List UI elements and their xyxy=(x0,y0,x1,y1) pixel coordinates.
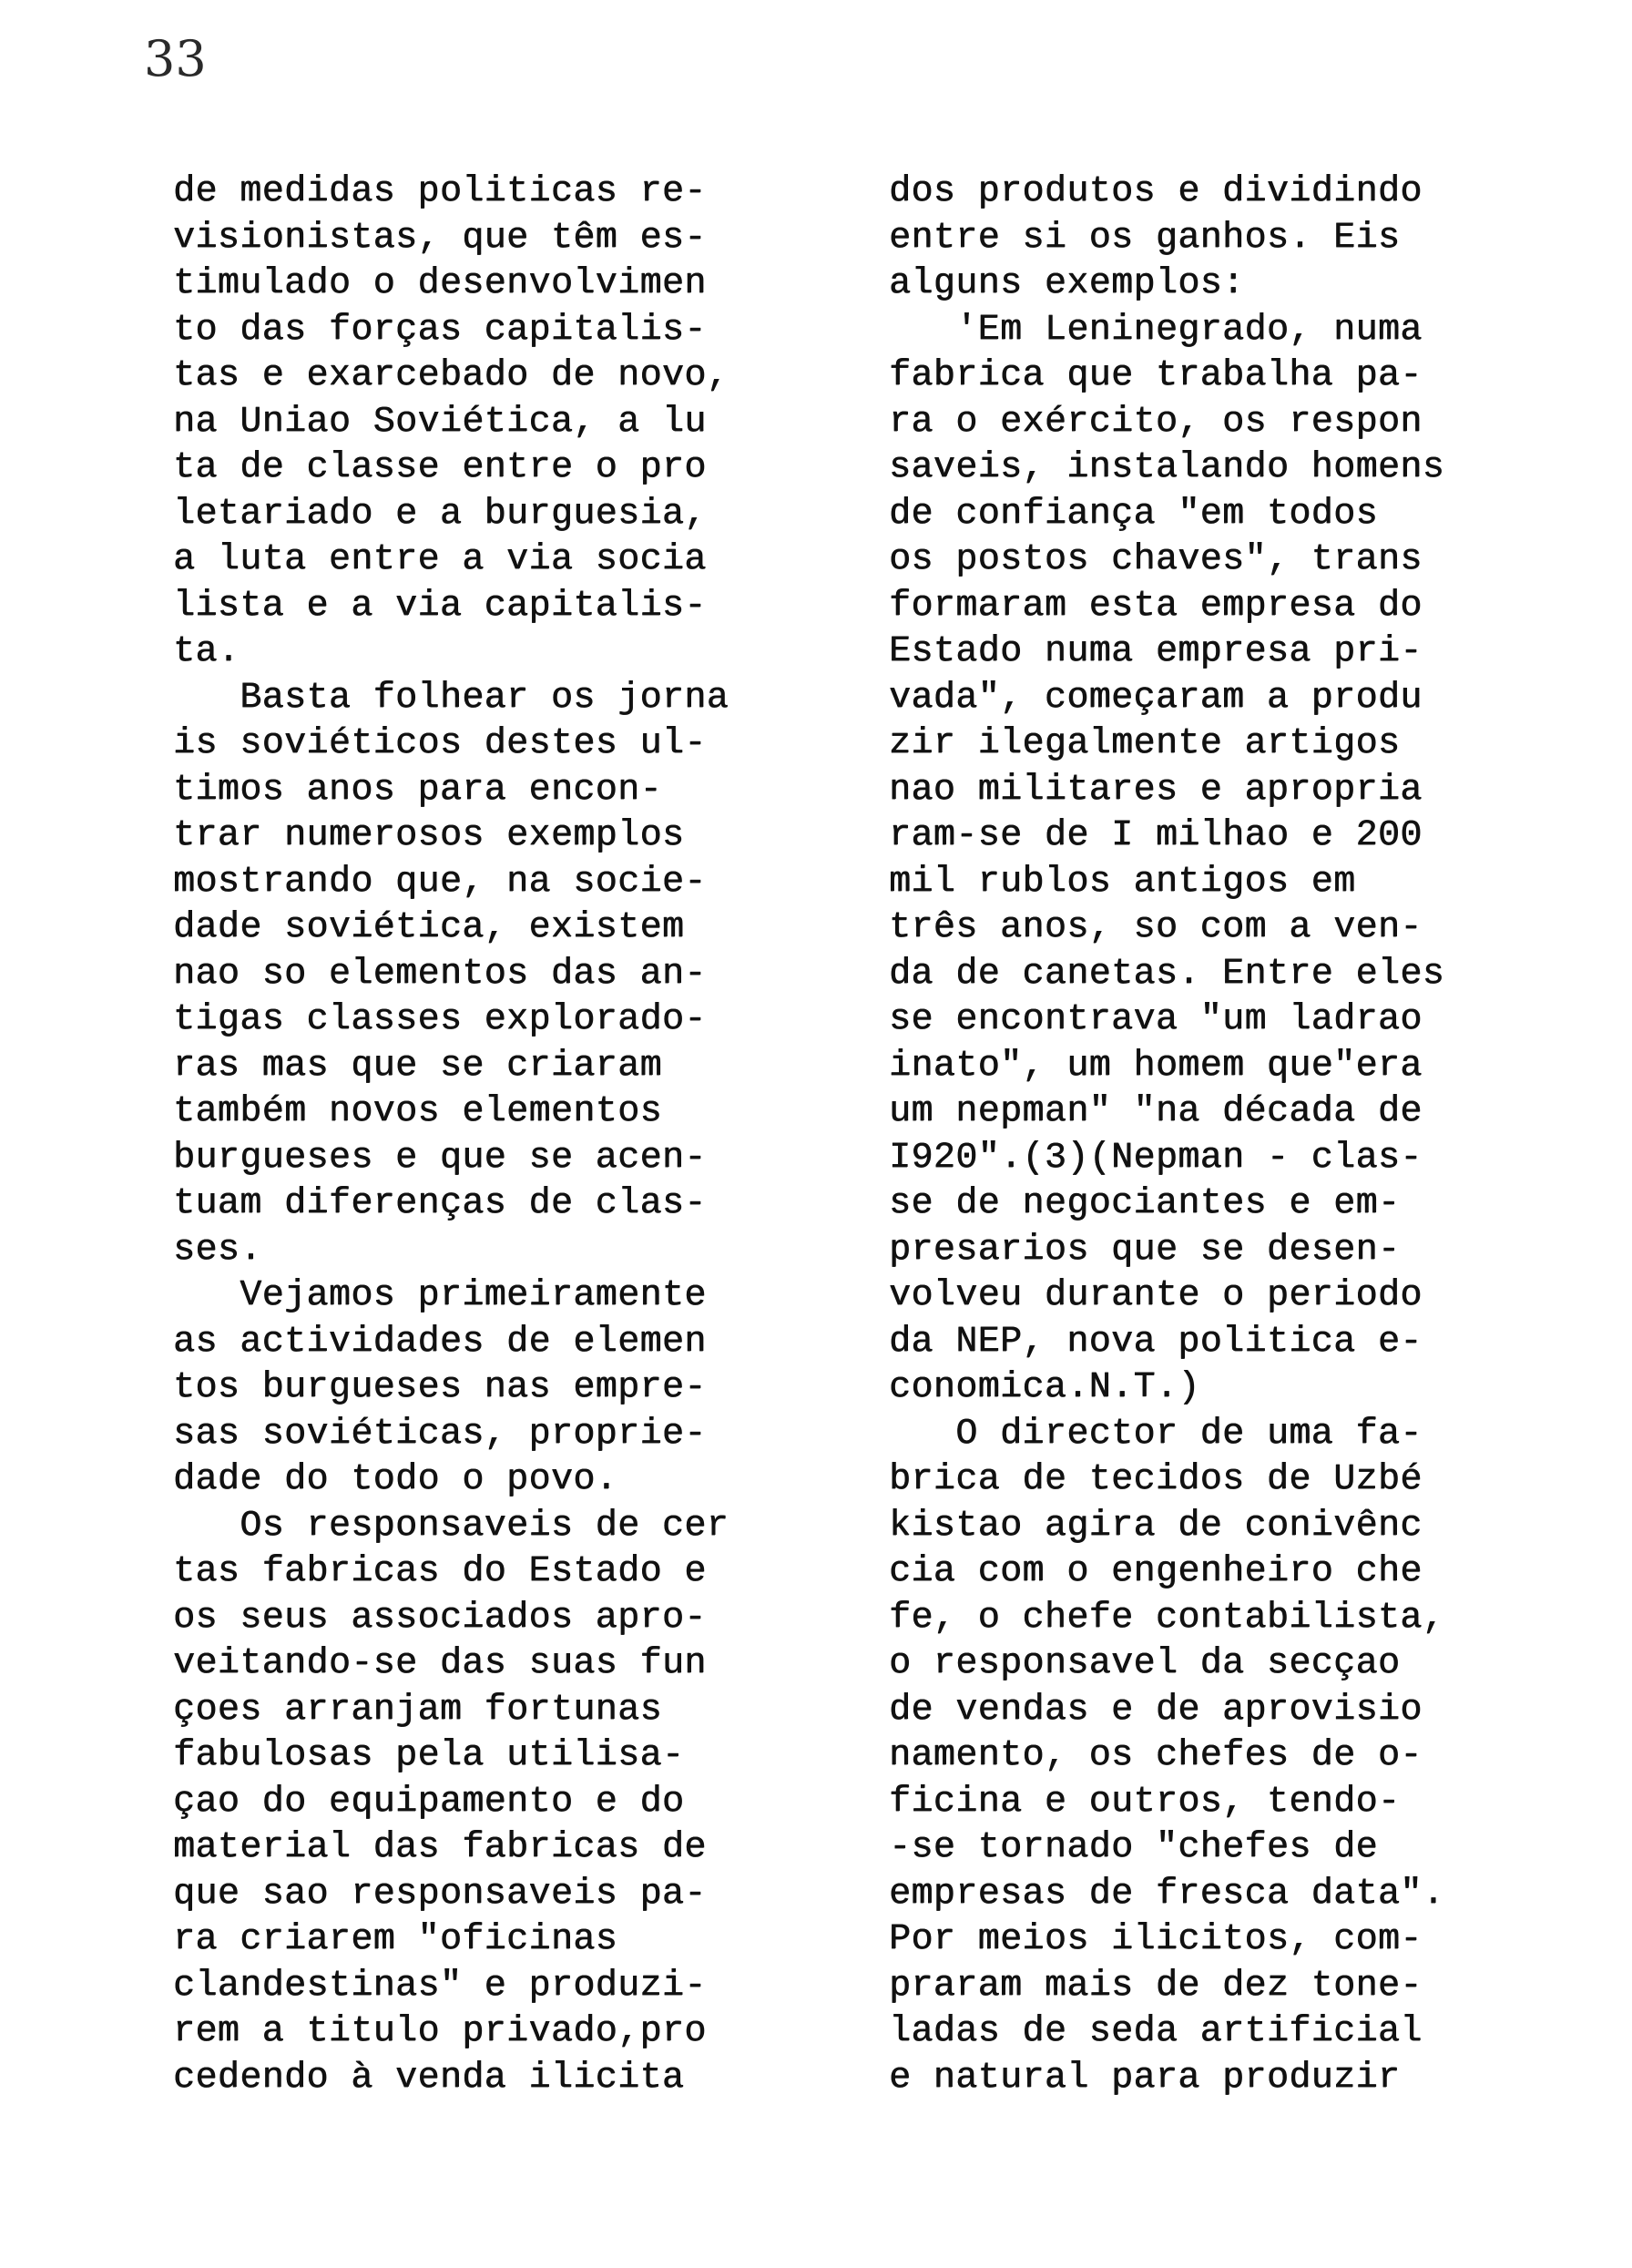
left-column-line-29: dade do todo o povo. xyxy=(173,1459,618,1500)
left-column-line-32: os seus associados apro- xyxy=(173,1597,707,1639)
left-column-line-22: burgueses e que se acen- xyxy=(173,1137,707,1179)
left-column-line-41: rem a titulo privado,pro xyxy=(173,2011,707,2052)
right-column-line-13: zir ilegalmente artigos xyxy=(889,723,1401,764)
right-column-line-38: empresas de fresca data". xyxy=(889,1873,1445,1915)
left-column-line-36: çao do equipamento e do xyxy=(173,1781,685,1823)
right-column-line-8: de confiança "em todos xyxy=(889,493,1378,535)
left-column-line-10: lista e a via capitalis- xyxy=(173,585,707,627)
left-column-line-25: Vejamos primeiramente xyxy=(173,1275,707,1316)
right-column-line-31: cia com o engenheiro che xyxy=(889,1551,1423,1592)
page-number: 33 xyxy=(144,30,207,87)
right-column-line-36: ficina e outros, tendo- xyxy=(889,1781,1401,1823)
left-column-line-19: tigas classes explorado- xyxy=(173,999,707,1040)
left-column-line-8: letariado e a burguesia, xyxy=(173,493,707,535)
right-column-line-11: Estado numa empresa pri- xyxy=(889,631,1423,672)
left-column-line-18: nao so elementos das an- xyxy=(173,953,707,995)
left-column-line-30: Os responsaveis de cer xyxy=(173,1505,729,1547)
left-column-line-20: ras mas que se criaram xyxy=(173,1045,662,1087)
left-column-line-21: também novos elementos xyxy=(173,1091,662,1132)
right-column-line-35: namento, os chefes de o- xyxy=(889,1735,1423,1776)
left-column-line-27: tos burgueses nas empre- xyxy=(173,1367,707,1408)
left-column-line-23: tuam diferenças de clas- xyxy=(173,1183,707,1224)
right-column-line-4: 'Em Leninegrado, numa xyxy=(889,309,1423,351)
right-column-line-24: presarios que se desen- xyxy=(889,1229,1401,1271)
right-column-line-16: mil rublos antigos em xyxy=(889,861,1356,903)
right-column-line-5: fabrica que trabalha pa- xyxy=(889,355,1423,396)
left-column-line-38: que sao responsaveis pa- xyxy=(173,1873,707,1915)
left-column-line-40: clandestinas" e produzi- xyxy=(173,1965,707,2007)
left-column-line-3: timulado o desenvolvimen xyxy=(173,263,707,304)
right-column-line-32: fe, o chefe contabilista, xyxy=(889,1597,1445,1639)
left-column-line-14: timos anos para encon- xyxy=(173,769,662,811)
left-column-line-4: to das forças capitalis- xyxy=(173,309,707,351)
right-column-line-14: nao militares e apropria xyxy=(889,769,1423,811)
right-column-line-21: um nepman" "na década de xyxy=(889,1091,1423,1132)
left-column-line-33: veitando-se das suas fun xyxy=(173,1643,707,1684)
left-column-line-5: tas e exarcebado de novo, xyxy=(173,355,729,396)
right-column-line-17: três anos, so com a ven- xyxy=(889,907,1423,948)
left-column-line-28: sas soviéticas, proprie- xyxy=(173,1413,707,1455)
right-column-line-34: de vendas e de aprovisio xyxy=(889,1689,1423,1731)
left-column-line-37: material das fabricas de xyxy=(173,1827,707,1868)
right-column-line-20: inato", um homem que"era xyxy=(889,1045,1423,1087)
right-column-line-15: ram-se de I milhao e 200 xyxy=(889,815,1423,856)
left-column-line-6: na Uniao Soviética, a lu xyxy=(173,401,707,443)
left-column-line-12: Basta folhear os jorna xyxy=(173,677,729,719)
left-column-line-39: ra criarem "oficinas xyxy=(173,1919,618,1960)
right-column-line-25: volveu durante o periodo xyxy=(889,1275,1423,1316)
left-column-line-15: trar numerosos exemplos xyxy=(173,815,685,856)
left-column-line-42: cedendo à venda ilicita xyxy=(173,2057,685,2099)
right-column-line-6: ra o exército, os respon xyxy=(889,401,1423,443)
right-column-line-39: Por meios ilicitos, com- xyxy=(889,1919,1423,1960)
left-column-line-26: as actividades de elemen xyxy=(173,1321,707,1363)
left-column-line-34: çoes arranjam fortunas xyxy=(173,1689,662,1731)
right-column-line-42: e natural para produzir xyxy=(889,2057,1401,2099)
right-column-line-10: formaram esta empresa do xyxy=(889,585,1423,627)
left-text-column xyxy=(173,169,865,2101)
left-column-line-35: fabulosas pela utilisa- xyxy=(173,1735,685,1776)
left-column-line-17: dade soviética, existem xyxy=(173,907,685,948)
right-column-line-19: se encontrava "um ladrao xyxy=(889,999,1423,1040)
right-column-line-23: se de negociantes e em- xyxy=(889,1183,1401,1224)
right-column-line-2: entre si os ganhos. Eis xyxy=(889,217,1401,259)
right-column-line-33: o responsavel da secçao xyxy=(889,1643,1401,1684)
right-column-line-41: ladas de seda artificial xyxy=(889,2011,1423,2052)
right-column-line-1: dos produtos e dividindo xyxy=(889,171,1423,212)
left-column-line-31: tas fabricas do Estado e xyxy=(173,1551,707,1592)
right-column-line-30: kistao agira de conivênc xyxy=(889,1505,1423,1547)
left-column-line-1: de medidas politicas re- xyxy=(173,171,707,212)
right-column-line-27: conomica.N.T.) xyxy=(889,1367,1200,1408)
left-column-line-7: ta de classe entre o pro xyxy=(173,447,707,488)
right-column-line-3: alguns exemplos: xyxy=(889,263,1245,304)
right-column-line-18: da de canetas. Entre eles xyxy=(889,953,1445,995)
right-column-line-9: os postos chaves", trans xyxy=(889,539,1423,580)
right-column-line-40: praram mais de dez tone- xyxy=(889,1965,1423,2007)
right-column-line-22: I920".(3)(Nepman - clas- xyxy=(889,1137,1423,1179)
right-column-line-37: -se tornado "chefes de xyxy=(889,1827,1378,1868)
right-column-line-28: O director de uma fa- xyxy=(889,1413,1423,1455)
right-column-line-7: saveis, instalando homens xyxy=(889,447,1445,488)
left-column-line-24: ses. xyxy=(173,1229,262,1271)
right-text-column xyxy=(889,169,1599,2101)
left-column-line-9: a luta entre a via socia xyxy=(173,539,707,580)
left-column-line-13: is soviéticos destes ul- xyxy=(173,723,707,764)
right-column-line-12: vada", começaram a produ xyxy=(889,677,1423,719)
right-column-line-29: brica de tecidos de Uzbé xyxy=(889,1459,1423,1500)
left-column-line-2: visionistas, que têm es- xyxy=(173,217,707,259)
right-column-line-26: da NEP, nova politica e- xyxy=(889,1321,1423,1363)
left-column-line-11: ta. xyxy=(173,631,240,672)
left-column-line-16: mostrando que, na socie- xyxy=(173,861,707,903)
